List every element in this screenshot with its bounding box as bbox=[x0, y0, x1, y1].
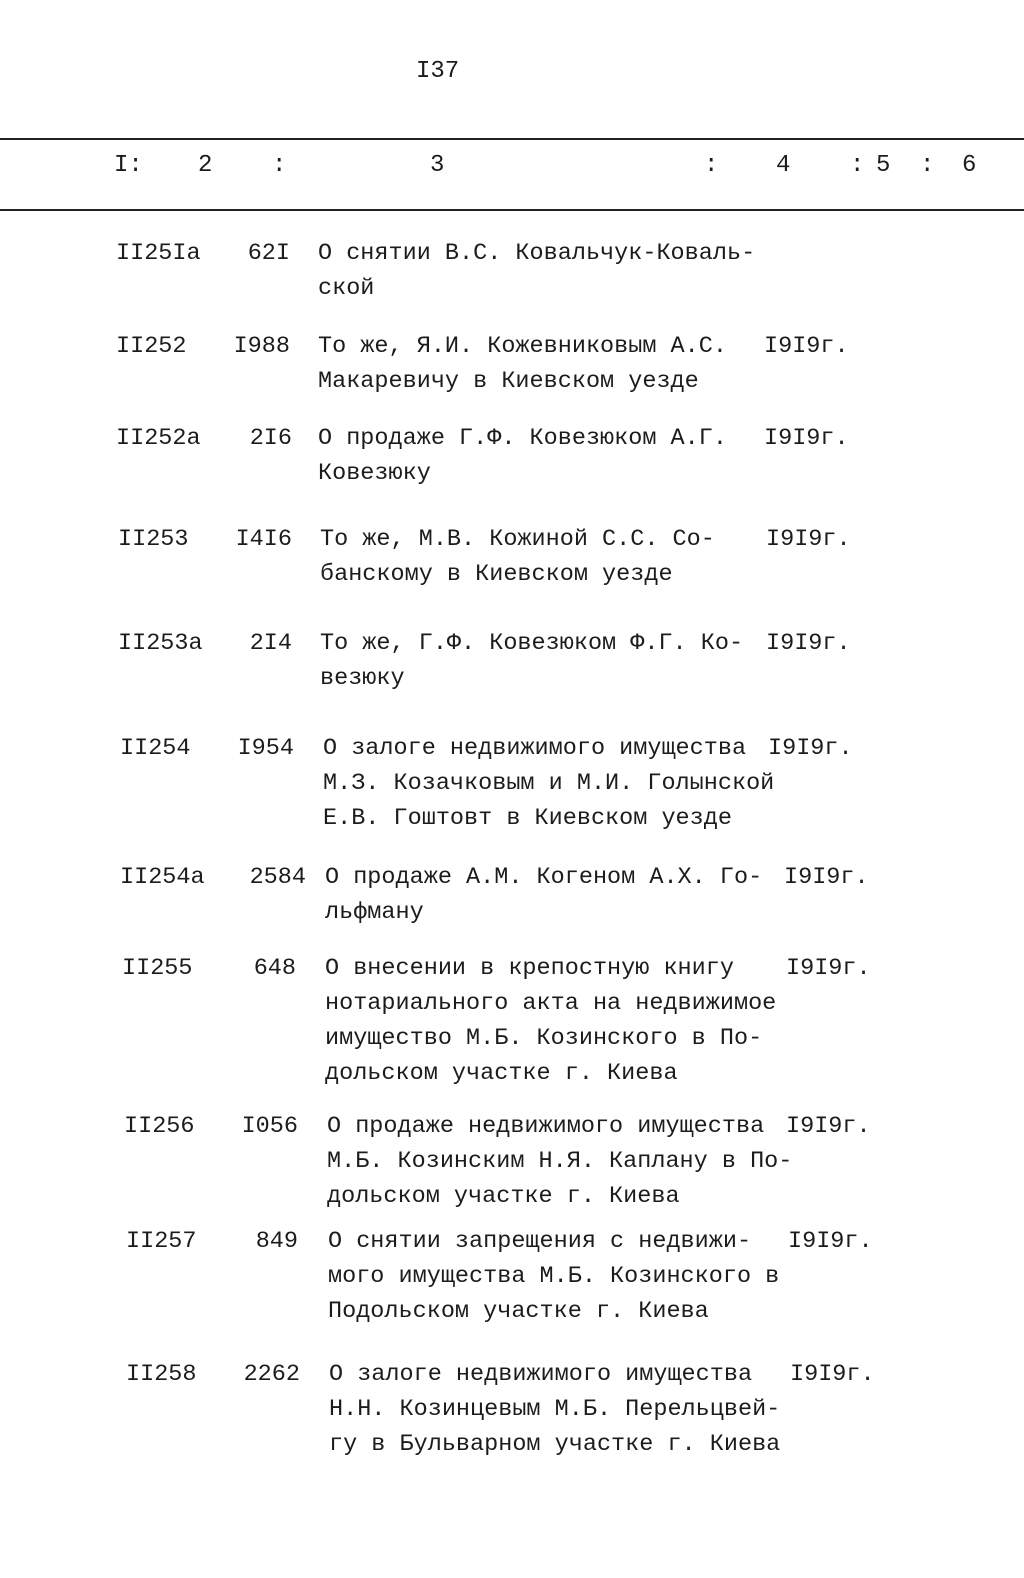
item-year: I9I9г. bbox=[784, 864, 869, 891]
description-line: дольском участке г. Киева bbox=[325, 1060, 678, 1087]
item-description bbox=[320, 626, 743, 696]
description-line: О продаже А.М. Когеном А.Х. Го- bbox=[325, 864, 763, 891]
item-year: I9I9г. bbox=[766, 526, 851, 553]
description-line: О снятии В.С. Ковальчук-Коваль- bbox=[318, 240, 756, 267]
description-line: Е.В. Гоштовт в Киевском уезде bbox=[323, 805, 732, 832]
item-year: I9I9г. bbox=[768, 735, 853, 762]
col-header-1: I: bbox=[114, 152, 143, 179]
item-description bbox=[327, 1109, 792, 1214]
description-line: везюку bbox=[320, 665, 405, 692]
item-id: II254 bbox=[120, 735, 191, 762]
description-line: банскому в Киевском уезде bbox=[320, 561, 673, 588]
description-line: Макаревичу в Киевском уезде bbox=[318, 368, 699, 395]
item-id: II253а bbox=[118, 630, 203, 657]
item-description bbox=[325, 860, 762, 930]
description-line: М.З. Козачковым и М.И. Голынской bbox=[323, 770, 775, 797]
item-id: II258 bbox=[126, 1361, 197, 1388]
description-line: дольском участке г. Киева bbox=[327, 1183, 680, 1210]
item-number: 2I4 bbox=[249, 630, 292, 657]
item-id: II256 bbox=[124, 1113, 195, 1140]
description-line: М.Б. Козинским Н.Я. Каплану в По- bbox=[327, 1148, 793, 1175]
col-separator: : bbox=[272, 152, 287, 179]
description-line: То же, М.В. Кожиной С.С. Со- bbox=[320, 526, 715, 553]
col-header-6: 6 bbox=[962, 152, 977, 179]
item-year: I9I9г. bbox=[786, 955, 871, 982]
item-description bbox=[318, 329, 727, 399]
item-number: 2262 bbox=[243, 1361, 300, 1388]
item-id: II253 bbox=[118, 526, 189, 553]
description-line: Н.Н. Козинцевым М.Б. Перельцвей- bbox=[329, 1396, 781, 1423]
item-year: I9I9г. bbox=[786, 1113, 871, 1140]
description-line: То же, Я.И. Кожевниковым А.С. bbox=[318, 333, 727, 360]
description-line: мого имущества М.Б. Козинского в bbox=[328, 1263, 780, 1290]
item-number: I056 bbox=[241, 1113, 298, 1140]
col-header-3: 3 bbox=[430, 152, 445, 179]
item-id: II252а bbox=[116, 425, 201, 452]
col-separator: : bbox=[920, 152, 935, 179]
item-description bbox=[320, 522, 715, 592]
item-number: 648 bbox=[253, 955, 296, 982]
item-number: I988 bbox=[233, 333, 290, 360]
item-number: I4I6 bbox=[235, 526, 292, 553]
item-description bbox=[328, 1224, 779, 1329]
item-id: II257 bbox=[126, 1228, 197, 1255]
col-header-2: 2 bbox=[198, 152, 213, 179]
description-line: имущество М.Б. Козинского в По- bbox=[325, 1025, 763, 1052]
item-year: I9I9г. bbox=[788, 1228, 873, 1255]
description-line: То же, Г.Ф. Ковезюком Ф.Г. Ко- bbox=[320, 630, 744, 657]
item-number: I954 bbox=[237, 735, 294, 762]
description-line: О продаже Г.Ф. Ковезюком А.Г. bbox=[318, 425, 727, 452]
description-line: О внесении в крепостную книгу bbox=[325, 955, 734, 982]
col-separator: : bbox=[704, 152, 719, 179]
col-header-5: 5 bbox=[876, 152, 891, 179]
item-description bbox=[318, 421, 727, 491]
description-line: нотариального акта на недвижимое bbox=[325, 990, 777, 1017]
item-year: I9I9г. bbox=[790, 1361, 875, 1388]
item-description bbox=[325, 951, 776, 1091]
col-header-4: 4 bbox=[776, 152, 791, 179]
description-line: О продаже недвижимого имущества bbox=[327, 1113, 765, 1140]
item-number: 849 bbox=[255, 1228, 298, 1255]
description-line: О залоге недвижимого имущества bbox=[323, 735, 747, 762]
header-top-rule bbox=[0, 138, 1024, 140]
col-separator: : bbox=[850, 152, 865, 179]
item-description bbox=[323, 731, 774, 836]
item-description bbox=[329, 1357, 780, 1462]
item-year: I9I9г. bbox=[766, 630, 851, 657]
item-number: 62I bbox=[247, 240, 290, 267]
item-description bbox=[318, 236, 755, 306]
description-line: ской bbox=[318, 275, 375, 302]
description-line: гу в Бульварном участке г. Киева bbox=[329, 1431, 781, 1458]
description-line: О залоге недвижимого имущества bbox=[329, 1361, 753, 1388]
page-number: I37 bbox=[416, 58, 460, 85]
header-bottom-rule bbox=[0, 209, 1024, 211]
description-line: льфману bbox=[325, 899, 424, 926]
item-number: 2584 bbox=[249, 864, 306, 891]
item-year: I9I9г. bbox=[764, 333, 849, 360]
item-id: II25Iа bbox=[116, 240, 201, 267]
item-id: II255 bbox=[122, 955, 193, 982]
description-line: О снятии запрещения с недвижи- bbox=[328, 1228, 752, 1255]
description-line: Ковезюку bbox=[318, 460, 431, 487]
item-id: II252 bbox=[116, 333, 187, 360]
description-line: Подольском участке г. Киева bbox=[328, 1298, 709, 1325]
item-number: 2I6 bbox=[249, 425, 292, 452]
item-year: I9I9г. bbox=[764, 425, 849, 452]
item-id: II254а bbox=[120, 864, 205, 891]
